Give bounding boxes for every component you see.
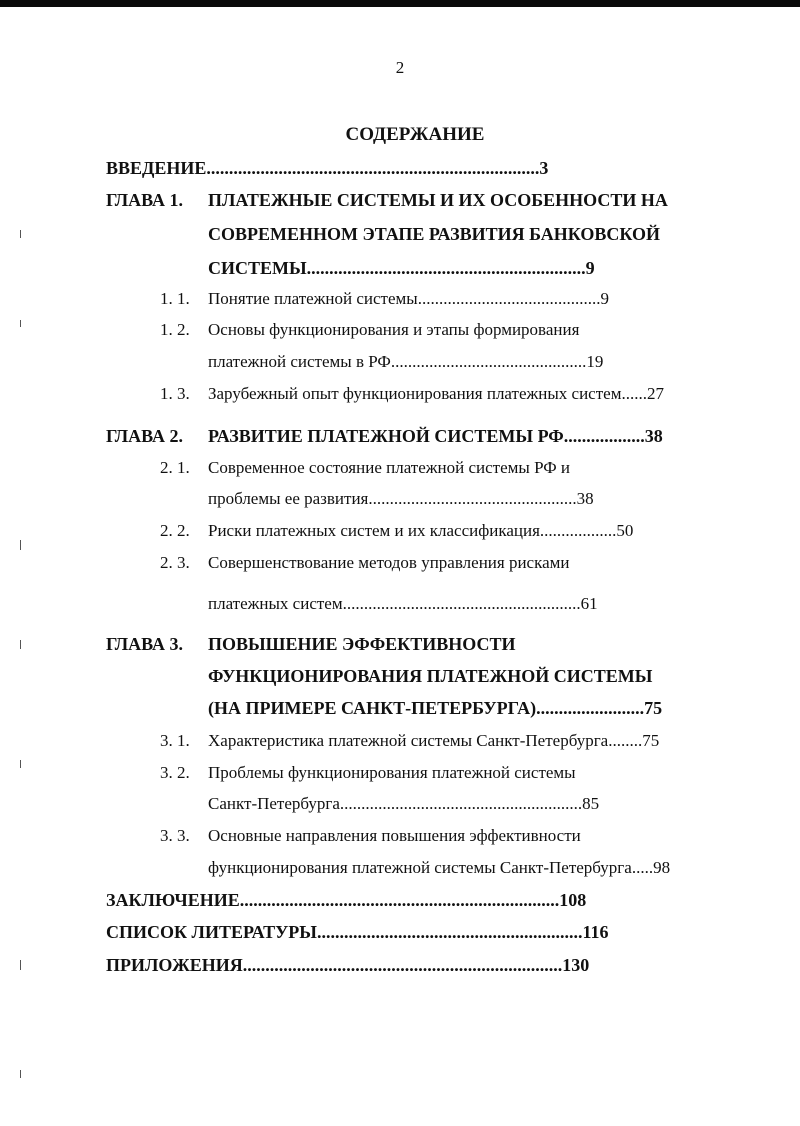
section-2-1-title-line-1: Современное состояние платежной системы РФ и — [208, 458, 571, 477]
section-3-2-number: 3. 2. — [160, 763, 190, 782]
chapter-1-title-line-1: ПЛАТЕЖНЫЕ СИСТЕМЫ И ИХ ОСОБЕННОСТИ НА — [208, 190, 668, 210]
section-2-3-title-line-1: Совершенствование методов управления рисками — [208, 553, 570, 572]
scan-speck — [20, 760, 21, 768]
section-3-2-title-line-2: Санкт-Петербурга.........................................................85 — [208, 794, 600, 813]
scan-speck — [20, 1070, 21, 1078]
page-number: 2 — [395, 58, 405, 77]
toc-entry-intro: ВВЕДЕНИЕ..........................................................................3 — [106, 158, 549, 178]
section-3-1-title: Характеристика платежной системы Санкт-Петербурга........75 — [208, 731, 660, 750]
section-2-2-number: 2. 2. — [160, 521, 190, 540]
section-1-2-number: 1. 2. — [160, 320, 190, 339]
section-1-2-title-line-1: Основы функционирования и этапы формирования — [208, 320, 580, 339]
scan-speck — [20, 230, 21, 238]
toc-entry-conclusion: ЗАКЛЮЧЕНИЕ.......................................................................108 — [106, 890, 587, 910]
scan-speck — [20, 640, 21, 649]
section-2-1-number: 2. 1. — [160, 458, 190, 477]
section-3-3-title-line-1: Основные направления повышения эффективности — [208, 826, 581, 845]
scan-speck — [20, 960, 21, 970]
section-3-3-number: 3. 3. — [160, 826, 190, 845]
scan-top-border — [0, 0, 800, 7]
section-2-1-title-line-2: проблемы ее развития.................................................38 — [208, 489, 594, 508]
chapter-1-title-line-3: СИСТЕМЫ..............................................................9 — [208, 258, 595, 278]
toc-entry-appendix: ПРИЛОЖЕНИЯ.......................................................................130 — [106, 955, 590, 975]
section-1-1-title: Понятие платежной системы...........................................9 — [208, 289, 609, 308]
chapter-2-title: РАЗВИТИЕ ПЛАТЕЖНОЙ СИСТЕМЫ РФ..................38 — [208, 426, 663, 446]
scan-speck — [20, 540, 21, 550]
section-2-3-number: 2. 3. — [160, 553, 190, 572]
section-1-3-title: Зарубежный опыт функционирования платежных систем......27 — [208, 384, 664, 403]
chapter-2-label: ГЛАВА 2. — [106, 426, 184, 446]
section-2-3-title-line-2: платежных систем........................................................61 — [208, 594, 598, 613]
toc-entry-references: СПИСОК ЛИТЕРАТУРЫ...........................................................116 — [106, 922, 609, 942]
section-1-2-title-line-2: платежной системы в РФ..............................................19 — [208, 352, 604, 371]
section-1-1-number: 1. 1. — [160, 289, 190, 308]
chapter-3-title-line-1: ПОВЫШЕНИЕ ЭФФЕКТИВНОСТИ — [208, 634, 516, 654]
chapter-3-title-line-3: (НА ПРИМЕРЕ САНКТ-ПЕТЕРБУРГА)........................75 — [208, 698, 663, 718]
section-3-1-number: 3. 1. — [160, 731, 190, 750]
chapter-3-label: ГЛАВА 3. — [106, 634, 184, 654]
scan-speck — [20, 320, 21, 327]
section-2-2-title: Риски платежных систем и их классификация..................50 — [208, 521, 634, 540]
toc-heading: СОДЕРЖАНИЕ — [345, 124, 485, 145]
chapter-1-label: ГЛАВА 1. — [106, 190, 184, 210]
section-3-2-title-line-1: Проблемы функционирования платежной системы — [208, 763, 576, 782]
chapter-3-title-line-2: ФУНКЦИОНИРОВАНИЯ ПЛАТЕЖНОЙ СИСТЕМЫ — [208, 666, 653, 686]
chapter-1-title-line-2: СОВРЕМЕННОМ ЭТАПЕ РАЗВИТИЯ БАНКОВСКОЙ — [208, 224, 661, 244]
section-3-3-title-line-2: функционирования платежной системы Санкт-Петербурга.....98 — [208, 858, 671, 877]
section-1-3-number: 1. 3. — [160, 384, 190, 403]
